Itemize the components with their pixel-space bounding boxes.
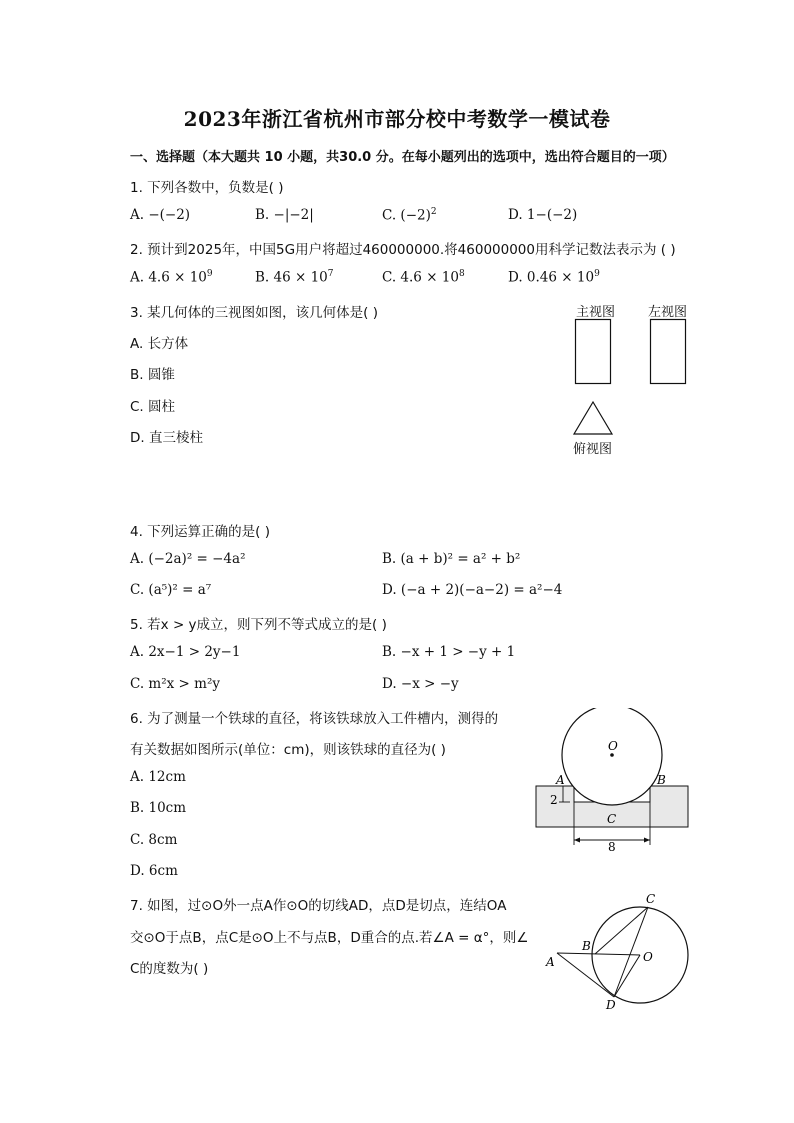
front-view-label: 主视图 [576,305,616,320]
label-a: A [556,773,565,787]
top-view-triangle [574,402,612,434]
label-o: O [643,950,653,964]
circle-tangent-figure [540,892,695,1012]
q3-option-b: B. 圆锥 [130,367,175,383]
q2-option-d: D. $0.46 \times 10^9$ [508,269,600,286]
q5-option-c: C. m²x > m²y [130,676,220,692]
label-width: 8 [608,840,616,853]
q4-option-a: A. (−2a)² = −4a² [130,551,246,567]
q3-stem: 3. 某几何体的三视图如图，该几何体是( ) [130,305,378,321]
label-o: O [608,739,618,753]
top-view-label: 俯视图 [573,442,613,457]
label-c: C [607,812,617,826]
label-b: B [582,939,591,953]
label-a: A [546,955,555,969]
q6-stem-line2: 有关数据如图所示(单位：cm)，则该铁球的直径为( ) [130,742,446,758]
q6-option-a: A. 12cm [130,769,186,785]
tangent-ad [557,953,614,997]
q5-option-a: A. 2x−1 > 2y−1 [130,644,241,660]
q1-option-d: D. 1−(−2) [508,207,578,223]
left-view-label: 左视图 [648,305,688,320]
q5-option-d: D. −x > −y [382,676,459,692]
segment-bc [595,907,648,954]
q2-stem: 2. 预计到2025年，中国5G用户将超过460000000.将460000000用科学记数法表示为 ( ) [130,242,676,258]
q6-option-d: D. 6cm [130,863,178,879]
q2-option-a: A. $4.6 \times 10^9$ [130,269,213,286]
q6-option-b: B. 10cm [130,800,187,816]
q2-option-b: B. $46 \times 10^7$ [255,269,334,286]
label-b: B [657,773,666,787]
q7-stem-line3: C的度数为( ) [130,961,209,977]
segment-ao [557,953,640,955]
label-c: C [646,892,656,906]
q5-stem: 5. 若x > y成立，则下列不等式成立的是( ) [130,617,387,633]
q3-option-d: D. 直三棱柱 [130,430,203,446]
q1-option-a: A. −(−2) [130,207,191,223]
q7-stem-line2: 交⊙O于点B，点C是⊙O上不与点B，D重合的点.若∠A = α°，则∠ [130,930,529,946]
q6-stem-line1: 6. 为了测量一个铁球的直径，将该铁球放入工件槽内，测得的 [130,711,499,727]
center-dot [610,753,614,757]
front-view-rect [576,320,611,384]
label-height: 2 [550,793,558,807]
label-d: D [606,998,616,1012]
q4-option-c: C. (a⁵)² = a⁷ [130,582,212,598]
q3-option-a: A. 长方体 [130,336,189,352]
q1-option-b: B. −|−2| [255,207,314,223]
q3-option-c: C. 圆柱 [130,399,176,415]
q6-option-c: C. 8cm [130,832,178,848]
three-view-figure [570,318,695,436]
q4-option-d: D. (−a + 2)(−a−2) = a²−4 [382,582,563,598]
q1-option-c: C. $(-2)^2$ [382,207,437,224]
section-heading: 一、选择题（本大题共 10 小题，共30.0 分。在每小题列出的选项中，选出符合题目的一项） [130,150,675,165]
q4-stem: 4. 下列运算正确的是( ) [130,524,270,540]
q1-stem: 1. 下列各数中，负数是( ) [130,180,284,196]
page-title: 2023年浙江省杭州市部分校中考数学一模试卷 [183,107,611,131]
ball-groove-figure [530,708,695,853]
q2-option-c: C. $4.6 \times 10^8$ [382,269,465,286]
q4-option-b: B. (a + b)² = a² + b² [382,551,521,567]
q5-option-b: B. −x + 1 > −y + 1 [382,644,516,660]
q7-stem-line1: 7. 如图，过⊙O外一点A作⊙O的切线AD，点D是切点，连结OA [130,898,507,914]
left-view-rect [651,320,686,384]
